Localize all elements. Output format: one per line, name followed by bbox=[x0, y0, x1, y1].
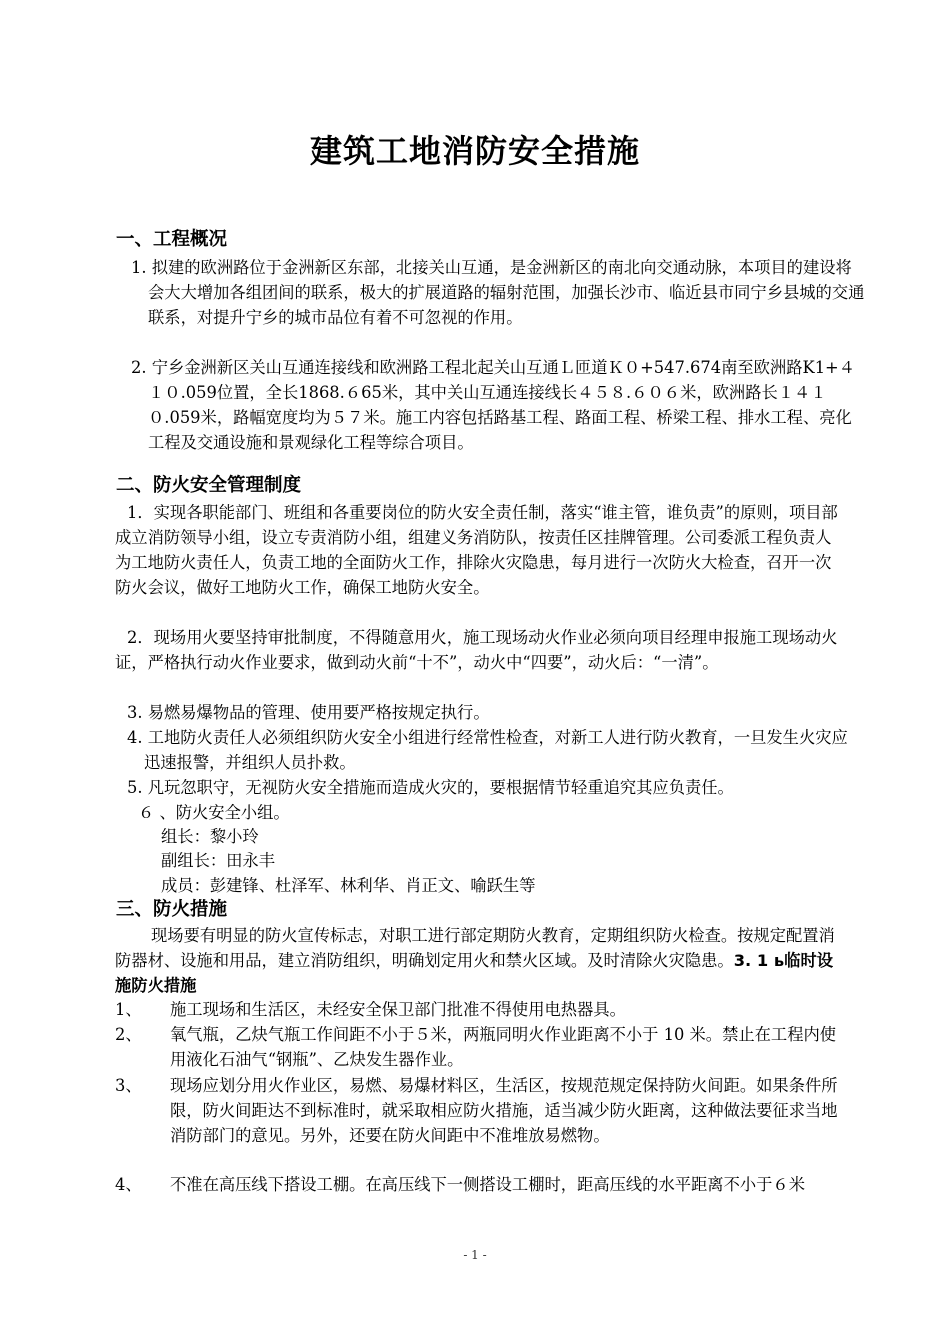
measure-number-2: 2、 bbox=[115, 1025, 142, 1044]
measure-item-1: 施工现场和生活区，未经安全保卫部门批准不得使用电热器具。 bbox=[170, 1000, 626, 1019]
measure-number-3: 3、 bbox=[115, 1076, 142, 1095]
measure-number-1: 1、 bbox=[115, 1000, 142, 1019]
measure-item-2: 氧气瓶，乙炔气瓶工作间距不小于５米，两瓶同明火作业距离不小于 10 米。禁止在工程内使用液化石油气“钢瓶”、乙炔发生器作业。 bbox=[170, 1025, 837, 1069]
management-item-6: ６ 、防火安全小组。 bbox=[138, 803, 290, 822]
measures-intro bbox=[115, 923, 842, 998]
document-title: 建筑工地消防安全措施 bbox=[309, 132, 640, 170]
management-item-2: 2．现场用火要坚持审批制度，不得随意用火，施工现场动火作业必须向项目经理申报施工现场动火证，严格执行动火作业要求，做到动火前“十不”，动火中“四要”，动火后：“一清”。 bbox=[115, 628, 838, 672]
measure-item-3: 现场应划分用火作业区，易燃、易爆材料区，生活区，按规范规定保持防火间距。如果条件所限，防火间距达不到标准时，就采取相应防火措施，适当减少防火距离，这种做法要征求当地消防部门的意见。另外，还要在防火间距中不准堆放易燃物。 bbox=[170, 1076, 838, 1145]
page-number: - 1 - bbox=[463, 1248, 487, 1262]
management-item-4: 4. 工地防火责任人必须组织防火安全小组进行经常性检查，对新工人进行防火教育，一旦发生火灾应迅速报警，并组织人员扑救。 bbox=[127, 728, 848, 772]
management-item-3: 3. 易燃易爆物品的管理、使用要严格按规定执行。 bbox=[127, 703, 490, 722]
section-heading-overview: 一、工程概况 bbox=[116, 229, 228, 250]
section-heading-fire-measures: 三、防火措施 bbox=[116, 899, 228, 920]
team-deputy-leader: 副组长：田永丰 bbox=[161, 851, 275, 870]
subsection-heading-temporary-facilities: 3. 1 ь临时设施防火措施 bbox=[115, 951, 834, 995]
management-item-5: 5. 凡玩忽职守，无视防火安全措施而造成火灾的，要根据情节轻重追究其应负责任。 bbox=[127, 778, 734, 797]
measure-item-4: 不准在高压线下搭设工棚。在高压线下一侧搭设工棚时，距高压线的水平距离不小于６米 bbox=[170, 1175, 805, 1194]
overview-item-1: 1. 拟建的欧洲路位于金洲新区东部，北接关山互通，是金洲新区的南北向交通动脉，本项目的建设将会大大增加各组团间的联系，极大的扩展道路的辐射范围，加强长沙市、临近县市同宁乡县城的交通联系，对提升宁乡的城市品位有着不可忽视的作用。 bbox=[131, 258, 865, 327]
team-leader: 组长：黎小玲 bbox=[161, 827, 259, 846]
section-heading-fire-management: 二、防火安全管理制度 bbox=[116, 475, 302, 496]
management-item-1: 1．实现各职能部门、班组和各重要岗位的防火安全责任制，落实“谁主管，谁负责”的原则，项目部成立消防领导小组，设立专责消防小组，组建义务消防队，按责任区挂牌管理。公司委派工程负责人为工地防火责任人，负责工地的全面防火工作，排除火灾隐患，每月进行一次防火大检查，召开一次防火会议，做好工地防火工作，确保工地防火安全。 bbox=[115, 503, 838, 597]
overview-item-2: 2. 宁乡金洲新区关山互通连接线和欧洲路工程北起关山互通Ｌ匝道Ｋ０+547.674南至欧洲路K1+４１０.059位置，全长1868.６65米，其中关山互通连接线长４５８.６０６米，欧洲路长１４１０.059米，路幅宽度均为５７米。施工内容包括路基工程、路面工程、桥梁工程、排水工程、亮化工程及交通设施和景观绿化工程等综合项目。 bbox=[131, 358, 855, 452]
measures-intro-text: 现场要有明显的防火宣传标志，对职工进行部定期防火教育，定期组织防火检查。按规定配置消防器材、设施和用品，建立消防组织，明确划定用火和禁火区域。及时清除火灾隐患。 bbox=[115, 926, 835, 970]
team-members: 成员：彭建锋、杜泽军、林利华、肖正文、喻跃生等 bbox=[161, 876, 536, 895]
measure-number-4: 4、 bbox=[115, 1175, 142, 1194]
